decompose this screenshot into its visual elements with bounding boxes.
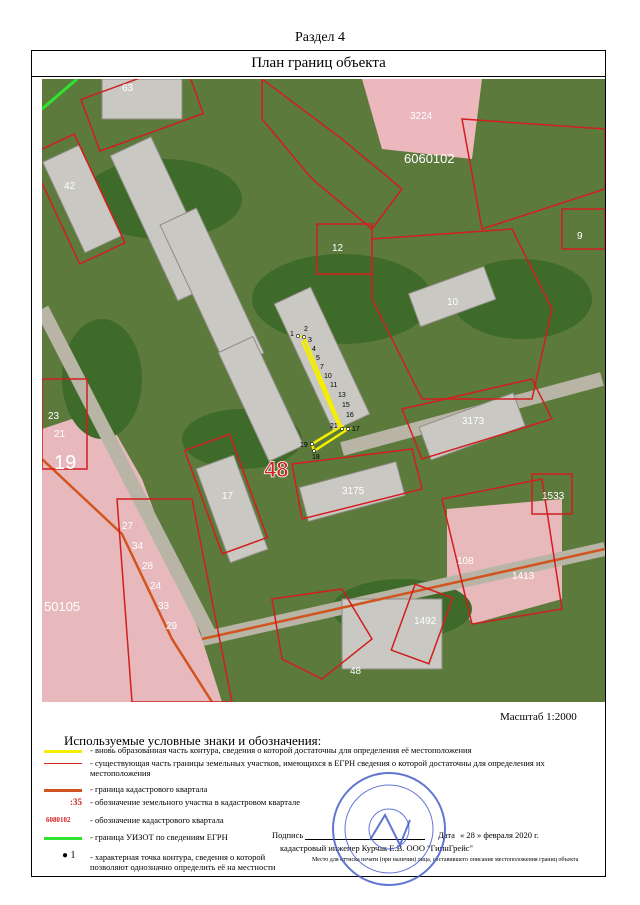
satellite-map-svg — [42, 79, 605, 702]
parcel-label: 19 — [54, 452, 77, 474]
legend-symbol-quarter-boundary — [44, 789, 82, 792]
legend-symbol-parcel-number: :35 — [70, 797, 82, 807]
parcel-label: 34 — [132, 541, 144, 552]
point-label: 13 — [338, 392, 346, 399]
point-label: 1 — [290, 331, 294, 338]
point-label: 5 — [316, 355, 320, 362]
point-label: 10 — [324, 373, 332, 380]
point-label: 17 — [352, 426, 360, 433]
stamp-seal — [330, 770, 448, 888]
parcel-label: 63 — [122, 83, 134, 94]
legend-text-uizot: - граница УИЗОТ по сведениям ЕГРН — [90, 832, 228, 842]
legend-symbol-point: ● 1 — [62, 850, 76, 861]
legend-symbol-uizot — [44, 837, 82, 840]
legend-text-quarter-boundary: - граница кадастрового квартала — [90, 784, 208, 794]
point-label: 18 — [312, 454, 320, 461]
legend-symbol-quarter-number: 6080102 — [46, 816, 71, 824]
quarter-label-left: 50105 — [44, 599, 81, 614]
parcel-label: 9 — [577, 231, 583, 242]
point-label: 7 — [320, 364, 324, 371]
parcel-label: 29 — [166, 621, 178, 632]
legend-text-parcel-number: - обозначение земельного участка в кадастровом квартале — [90, 797, 300, 807]
date-label: Дата — [438, 830, 455, 840]
legend-title: Используемые условные знаки и обозначения: — [64, 733, 322, 748]
parcel-label: 42 — [64, 181, 76, 192]
map-scale: Масштаб 1:2000 — [500, 711, 577, 723]
date-value: « 28 » февраля 2020 г. — [460, 830, 539, 840]
quarter-label-main: 6060102 — [404, 151, 455, 166]
parcel-label: 3173 — [462, 416, 485, 427]
parcel-label: 3224 — [410, 111, 433, 122]
legend-text-new-contour: - вновь образованная часть контура, сведения о которой достаточны для определения её местоположения — [90, 745, 472, 755]
point-label: 11 — [330, 382, 338, 389]
section-title: Раздел 4 — [294, 30, 346, 45]
point-label: 21 — [330, 423, 338, 430]
legend-symbol-existing-boundary — [44, 763, 82, 764]
point-label: 19 — [300, 442, 308, 449]
legend-text-existing-boundary: - существующая часть границы земельных участков, имеющихся в ЕГРН сведения о которой достаточны для определения их местоположения — [90, 758, 545, 778]
point-label: 4 — [312, 346, 316, 353]
object-number: 48 — [264, 457, 289, 482]
stamp-note: Место для оттиска печати (при наличии) лица, составившего описание местоположения границ объекта — [312, 857, 579, 863]
cadastral-map — [42, 79, 605, 702]
parcel-label: 23 — [48, 411, 60, 422]
parcel-label: 108 — [457, 556, 474, 567]
parcel-label: 48 — [350, 666, 362, 677]
parcel-label: 10 — [447, 297, 459, 308]
parcel-label: 27 — [122, 521, 134, 532]
parcel-label: 24 — [150, 581, 162, 592]
engineer-info: кадастровый инженер Курчак Е.В. ООО "ГипнГрейс" — [280, 843, 473, 853]
legend-point-number: 1 — [70, 850, 76, 861]
legend-text-quarter-number: - обозначение кадастрового квартала — [90, 815, 224, 825]
plan-title: План границ объекта — [31, 50, 606, 77]
parcel-label: 3175 — [342, 486, 365, 497]
point-label: 3 — [308, 337, 312, 344]
parcel-label: 1492 — [414, 616, 437, 627]
parcel-label: 33 — [158, 601, 170, 612]
parcel-label: 28 — [142, 561, 154, 572]
parcel-label: 1413 — [512, 571, 535, 582]
signature-label: Подпись — [272, 830, 304, 840]
parcel-label: 21 — [54, 429, 66, 440]
legend-symbol-new-contour — [44, 750, 82, 753]
point-label: 2 — [304, 326, 308, 333]
parcel-label: 1533 — [542, 491, 565, 502]
point-label: 15 — [342, 402, 350, 409]
parcel-label: 17 — [222, 491, 234, 502]
parcel-label: 12 — [332, 243, 344, 254]
point-label: 16 — [346, 412, 354, 419]
legend-text-point: - характерная точка контура, сведения о которой позволяют однозначно определить её на местности — [90, 852, 276, 872]
